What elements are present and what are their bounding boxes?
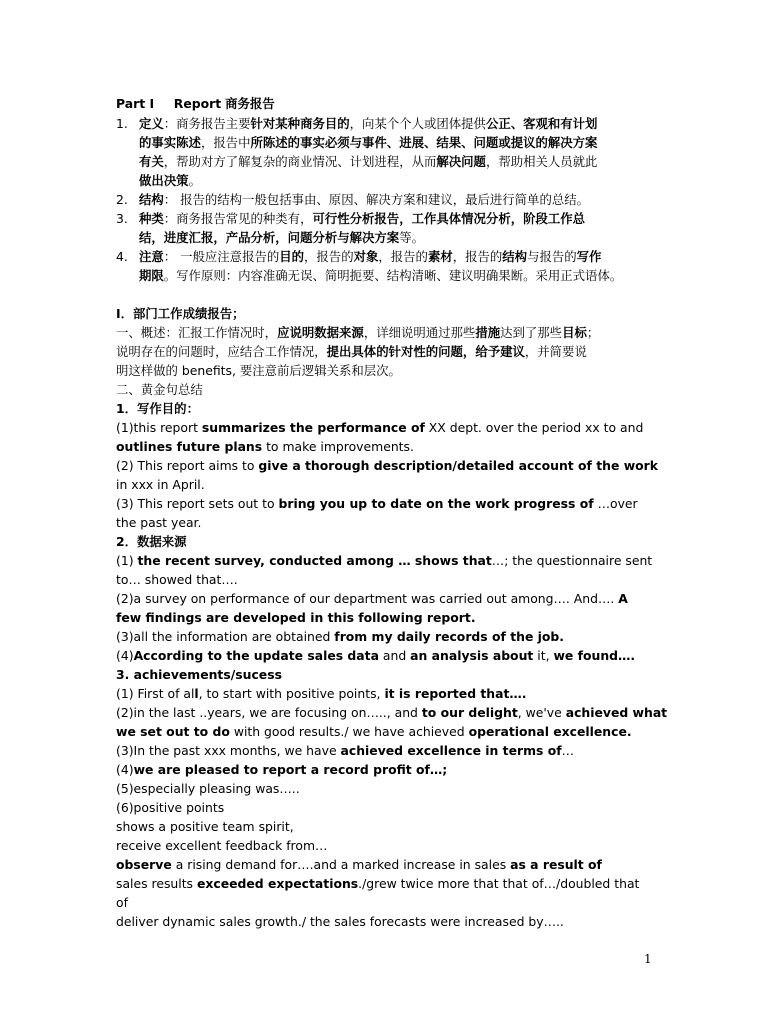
text-run: shows a positive team spirit, [116, 819, 294, 834]
text-run: as a result of [510, 857, 602, 872]
text-run: to… showed that…. [116, 572, 238, 587]
part-heading [116, 94, 656, 113]
text-run: I．部门工作成绩报告； [116, 306, 245, 321]
text-run: we set out to do [116, 724, 230, 739]
text-run: According to the update sales data [133, 648, 379, 663]
text-run: ，向某个个人或团体提供 [349, 116, 486, 131]
text-run: sales results [116, 876, 197, 891]
text-run: 写作 [576, 249, 602, 264]
list-item-line [139, 266, 656, 285]
text-run: 3. achievements/sucess [116, 667, 282, 682]
body-line [116, 684, 656, 703]
text-run: 达到了那些 [500, 325, 563, 340]
page-number: 1 [644, 952, 652, 966]
body-line [116, 418, 656, 437]
body-line [116, 627, 656, 646]
list-item-line [139, 171, 656, 190]
text-run: 针对某种商务目的 [250, 116, 350, 131]
body-line [116, 722, 656, 741]
text-run: 注意 [139, 249, 164, 264]
text-run: 提出具体的针对性的问题，给予建议 [326, 344, 525, 359]
text-run: achieved what [565, 705, 668, 720]
text-run: ，报告中 [200, 135, 251, 150]
part-label: Part I [116, 96, 155, 111]
body-line [116, 741, 656, 760]
body-line [116, 456, 659, 475]
text-run: 结构 [502, 249, 528, 264]
text-run: 目的 [279, 249, 305, 264]
list-item-line [139, 247, 656, 266]
text-run: …over [593, 496, 638, 511]
list-item-line [139, 190, 656, 209]
text-run: we are pleased to report a record profit of…; [133, 762, 448, 777]
text-run: 做出决策 [139, 173, 189, 188]
text-run: receive excellent feedback from… [116, 838, 328, 853]
text-run: (1)this report [116, 420, 202, 435]
body-line [116, 399, 656, 418]
body-line [116, 323, 656, 342]
part-title-en: Report [173, 96, 222, 111]
text-run: 应说明数据来源 [277, 325, 364, 340]
body-line [116, 589, 656, 608]
text-run: (3)all the information are obtained [116, 629, 335, 644]
text-run: 素材 [427, 249, 453, 264]
text-run: in xxx in April. [116, 477, 205, 492]
text-run: ，详细说明通过那些 [363, 325, 476, 340]
text-run: 二、黄金句总结 [116, 382, 203, 397]
text-run: with good results./ we have achieved [229, 724, 469, 739]
list-number: 3. [116, 211, 128, 226]
text-run: ，报告的 [452, 249, 503, 264]
text-run: … [561, 743, 574, 758]
text-run: ：商务报告常见的种类有， [163, 211, 313, 226]
body-line [116, 494, 656, 513]
text-run: ； [586, 325, 600, 340]
body-line [116, 513, 656, 532]
body-line [116, 779, 656, 798]
text-run: ./grew twice more that that of…/doubled that [358, 876, 640, 891]
text-run: (1) First of al [116, 686, 195, 701]
body-line [116, 532, 656, 551]
body-line [116, 855, 656, 874]
text-run: 期限 [139, 268, 164, 283]
text-run: , to start with positive points, [198, 686, 385, 701]
text-run: ，报告的 [304, 249, 354, 264]
text-run: ：商务报告主要 [163, 116, 251, 131]
text-run: deliver dynamic sales growth./ the sales forecasts were increased by….. [116, 914, 564, 929]
body-line [116, 475, 656, 494]
text-run: summarizes the performance of [201, 420, 425, 435]
text-run: …; the questionnaire sent [491, 553, 653, 568]
body-line [116, 380, 656, 399]
text-run: ： 一般应注意报告的 [163, 249, 280, 264]
text-run: ，帮助相关人员就此 [485, 154, 598, 169]
list-item-line [139, 133, 656, 152]
text-run: l [194, 686, 199, 701]
list-item-line [139, 209, 656, 228]
body-line [116, 304, 656, 323]
text-run: few findings are developed in this following report. [116, 610, 476, 625]
text-run: 的事实陈述 [139, 135, 201, 150]
list-number: 4. [116, 249, 128, 264]
text-run: XX dept. over the period xx to and [424, 420, 644, 435]
text-run: (2)in the last ..years, we are focusing on….., and [116, 705, 422, 720]
text-run: to our delight [421, 705, 518, 720]
text-run: ，帮助对方了解复杂的商业情况、计划进程，从而 [163, 154, 437, 169]
text-run: 目标 [562, 325, 587, 340]
text-run: from my daily records of the job. [334, 629, 565, 644]
body-line [116, 361, 656, 380]
text-run: of [116, 895, 128, 910]
text-run: the past year. [116, 515, 202, 530]
text-run: an analysis about [410, 648, 534, 663]
text-run: it, [533, 648, 554, 663]
body-line [116, 893, 656, 912]
text-run: give a thorough description/detailed account of the work [258, 458, 659, 473]
text-run: (5)especially pleasing was….. [116, 781, 300, 796]
text-run: 种类 [139, 211, 164, 226]
text-run: 所陈述的事实必须与事件、进展、结果、问题或提议的解决方案 [250, 135, 598, 150]
body-line [116, 608, 656, 627]
body-line [116, 665, 656, 684]
part-title-cn: 商务报告 [225, 96, 275, 111]
text-run: bring you up to date on the work progress of [278, 496, 594, 511]
text-run: and [378, 648, 411, 663]
text-run: ，报告的 [378, 249, 428, 264]
body-line [116, 551, 656, 570]
text-run: 有关 [139, 154, 164, 169]
text-run: (4) [116, 648, 134, 663]
text-run: (2)a survey on performance of our department was carried out among…. And…. [116, 591, 619, 606]
text-run: 2．数据来源 [116, 534, 187, 549]
body-line [116, 912, 656, 931]
list-item-line [139, 152, 656, 171]
text-run: 说明存在的问题时，应结合工作情况， [116, 344, 327, 359]
body-line [116, 760, 656, 779]
text-run: , we've [517, 705, 566, 720]
text-run: 。写作原则：内容准确无误、简明扼要、结构清晰、建议明确果断。采用正式语体。 [163, 268, 623, 283]
body-line [116, 570, 656, 589]
list-item-line [139, 114, 656, 133]
text-run: exceeded expectations [196, 876, 359, 891]
text-run: ，并简要说 [524, 344, 587, 359]
text-run: 措施 [475, 325, 501, 340]
body-line [116, 798, 656, 817]
body-line [116, 437, 656, 456]
text-run: A [618, 591, 628, 606]
text-run: it is reported that…. [384, 686, 527, 701]
text-run: 解决问题 [436, 154, 486, 169]
text-run: (1) [116, 553, 138, 568]
body-line [116, 817, 656, 836]
text-run: to make improvements. [262, 439, 414, 454]
text-run: 明这样做的 benefits, 要注意前后逻辑关系和层次。 [116, 363, 401, 378]
list-number: 2. [116, 192, 128, 207]
text-run: 。 [188, 173, 201, 188]
text-run: 与报告的 [527, 249, 577, 264]
text-run: 公正、客观和有计划 [485, 116, 598, 131]
text-run: achieved excellence in terms of [340, 743, 562, 758]
text-run: 一、概述：汇报工作情况时， [116, 325, 278, 340]
text-run: 对象 [353, 249, 379, 264]
text-run: 1．写作目的： [116, 401, 199, 416]
text-run: 可行性分析报告，工作具体情况分析，阶段工作总 [312, 211, 586, 226]
body-line [116, 874, 656, 893]
list-number: 1. [116, 116, 128, 131]
text-run: (3) This report sets out to [116, 496, 279, 511]
text-run: 等。 [399, 230, 424, 245]
text-run: we found…. [553, 648, 636, 663]
text-run: outlines future plans [116, 439, 263, 454]
body-line [116, 836, 656, 855]
text-run: (2) This report aims to [116, 458, 259, 473]
text-run: 结，进度汇报，产品分析，问题分析与解决方案 [139, 230, 400, 245]
list-item-line [139, 228, 656, 247]
text-run: the recent survey, conducted among … shows that [137, 553, 492, 568]
text-run: (4) [116, 762, 134, 777]
text-run: operational excellence. [468, 724, 632, 739]
body-line [116, 703, 668, 722]
text-run: (6)positive points [116, 800, 225, 815]
text-run: ： 报告的结构一般包括事由、原因、解决方案和建议，最后进行简单的总结。 [163, 192, 590, 207]
body-line [116, 646, 656, 665]
text-run: 定义 [139, 116, 164, 131]
text-run: (3)In the past xxx months, we have [116, 743, 341, 758]
text-run: observe [116, 857, 172, 872]
body-line [116, 342, 656, 361]
text-run: 结构 [139, 192, 164, 207]
text-run: a rising demand for….and a marked increase in sales [171, 857, 511, 872]
